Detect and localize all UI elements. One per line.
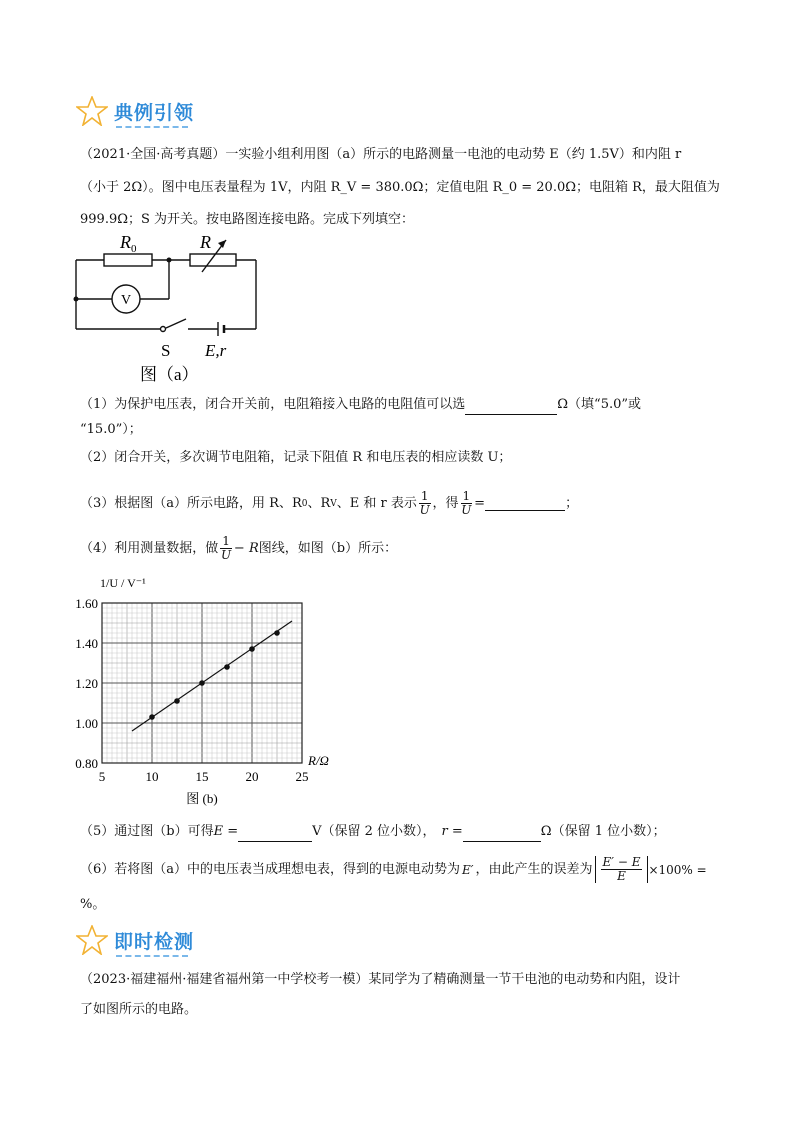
y-tick-label: 1.20 (75, 676, 98, 691)
y-axis-label: 1/U / V⁻¹ (100, 576, 146, 590)
problem2-line1: （2023·福建福州·福建省福州第一中学校考一模）某同学为了精确测量一节干电池的电动势和内阻，设计 (80, 972, 681, 987)
answer-blank-1[interactable] (465, 400, 557, 415)
question-6-cont: %。 (80, 897, 106, 912)
y-tick-label: 0.80 (75, 756, 98, 771)
question-6: （6）若将图（a）中的电压表当成理想电表，得到的电源电动势为 E′ ，由此产生的误差为 $\frac{E' - E}{E}$ ×100% = (80, 855, 707, 883)
data-point (174, 698, 180, 704)
star-icon (76, 96, 108, 126)
data-point (199, 680, 205, 686)
answer-blank-5r[interactable] (463, 827, 541, 842)
question-1: （1）为保护电压表，闭合开关前，电阻箱接入电路的电阻值可以选 Ω（填“5.0”或 (80, 395, 641, 415)
error-abs (595, 856, 649, 883)
fraction-1-over-u-2: $\frac{1}{U}$ (461, 489, 472, 517)
x-axis-label: R/Ω (308, 753, 329, 768)
x-tick-label: 25 (295, 769, 309, 784)
y-tick-label: 1.40 (75, 636, 98, 651)
problem1-line2: （小于 2Ω）。图中电压表量程为 1V，内阻 R_V = 380.0Ω；定值电阻 R_0 = 20.0Ω；电阻箱 R，最大阻值为 (80, 180, 720, 195)
data-point (274, 630, 280, 636)
problem1-line1: （2021·全国·高考真题）一实验小组利用图（a）所示的电路测量一电池的电动势 E（约 1.5V）和内阻 r (80, 147, 682, 162)
chart-b (62, 568, 352, 818)
heading-underline (116, 955, 188, 957)
x-tick-label: 20 (245, 769, 259, 784)
x-tick-label: 5 (98, 769, 106, 784)
data-point (249, 646, 255, 652)
heading-underline (116, 126, 188, 128)
answer-blank-5e[interactable] (238, 827, 312, 842)
section-title: 即时检测 (114, 930, 195, 953)
fraction-1-over-u-3: $\frac{1}{U}$ (221, 534, 232, 562)
data-point (224, 664, 230, 670)
problem2-line2: 了如图所示的电路。 (80, 1002, 198, 1017)
question-3: （3）根据图（a）所示电路，用 R、R 0 、R V 、E 和 r 表示 $\frac{1}{U}$ ，得 $\frac{1}{U}$ = ； (80, 489, 579, 517)
section-title: 典例引领 (114, 101, 195, 124)
answer-blank-3[interactable] (485, 496, 565, 511)
circuit-diagram (68, 228, 268, 388)
section-heading-check (76, 925, 194, 955)
r0-label: $R_0$ (120, 232, 137, 255)
y-tick-label: 1.00 (75, 716, 98, 731)
question-4: （4）利用测量数据，做 $\frac{1}{U}$ − R 图线，如图（b）所示： (80, 534, 398, 562)
figure-b-caption: 图 (b) (186, 791, 218, 806)
question-2: （2）闭合开关，多次调节电阻箱，记录下阻值 R 和电压表的相应读数 U； (80, 450, 512, 465)
problem1-line3: 999.9Ω；S 为开关。按电路图连接电路。完成下列填空： (80, 212, 415, 227)
question-5: （5）通过图（b）可得 E = V（保留 2 位小数）， r = Ω（保留 1 位小数）； (80, 822, 666, 842)
question-1-cont: “15.0”）； (80, 422, 142, 437)
y-tick-label: 1.60 (75, 596, 98, 611)
x-tick-label: 10 (145, 769, 159, 784)
fraction-1-over-u: $\frac{1}{U}$ (419, 489, 430, 517)
data-point (149, 714, 155, 720)
error-fraction: $\frac{E' - E}{E}$ (602, 855, 641, 883)
star-icon (76, 925, 108, 955)
source-label: E,r (205, 341, 227, 360)
voltmeter-label: V (121, 293, 132, 308)
r-label: R (200, 232, 211, 252)
figure-a-caption: 图（a） (140, 365, 199, 384)
switch-label: S (161, 341, 171, 360)
section-heading-example (76, 96, 194, 126)
x-tick-label: 15 (195, 769, 209, 784)
